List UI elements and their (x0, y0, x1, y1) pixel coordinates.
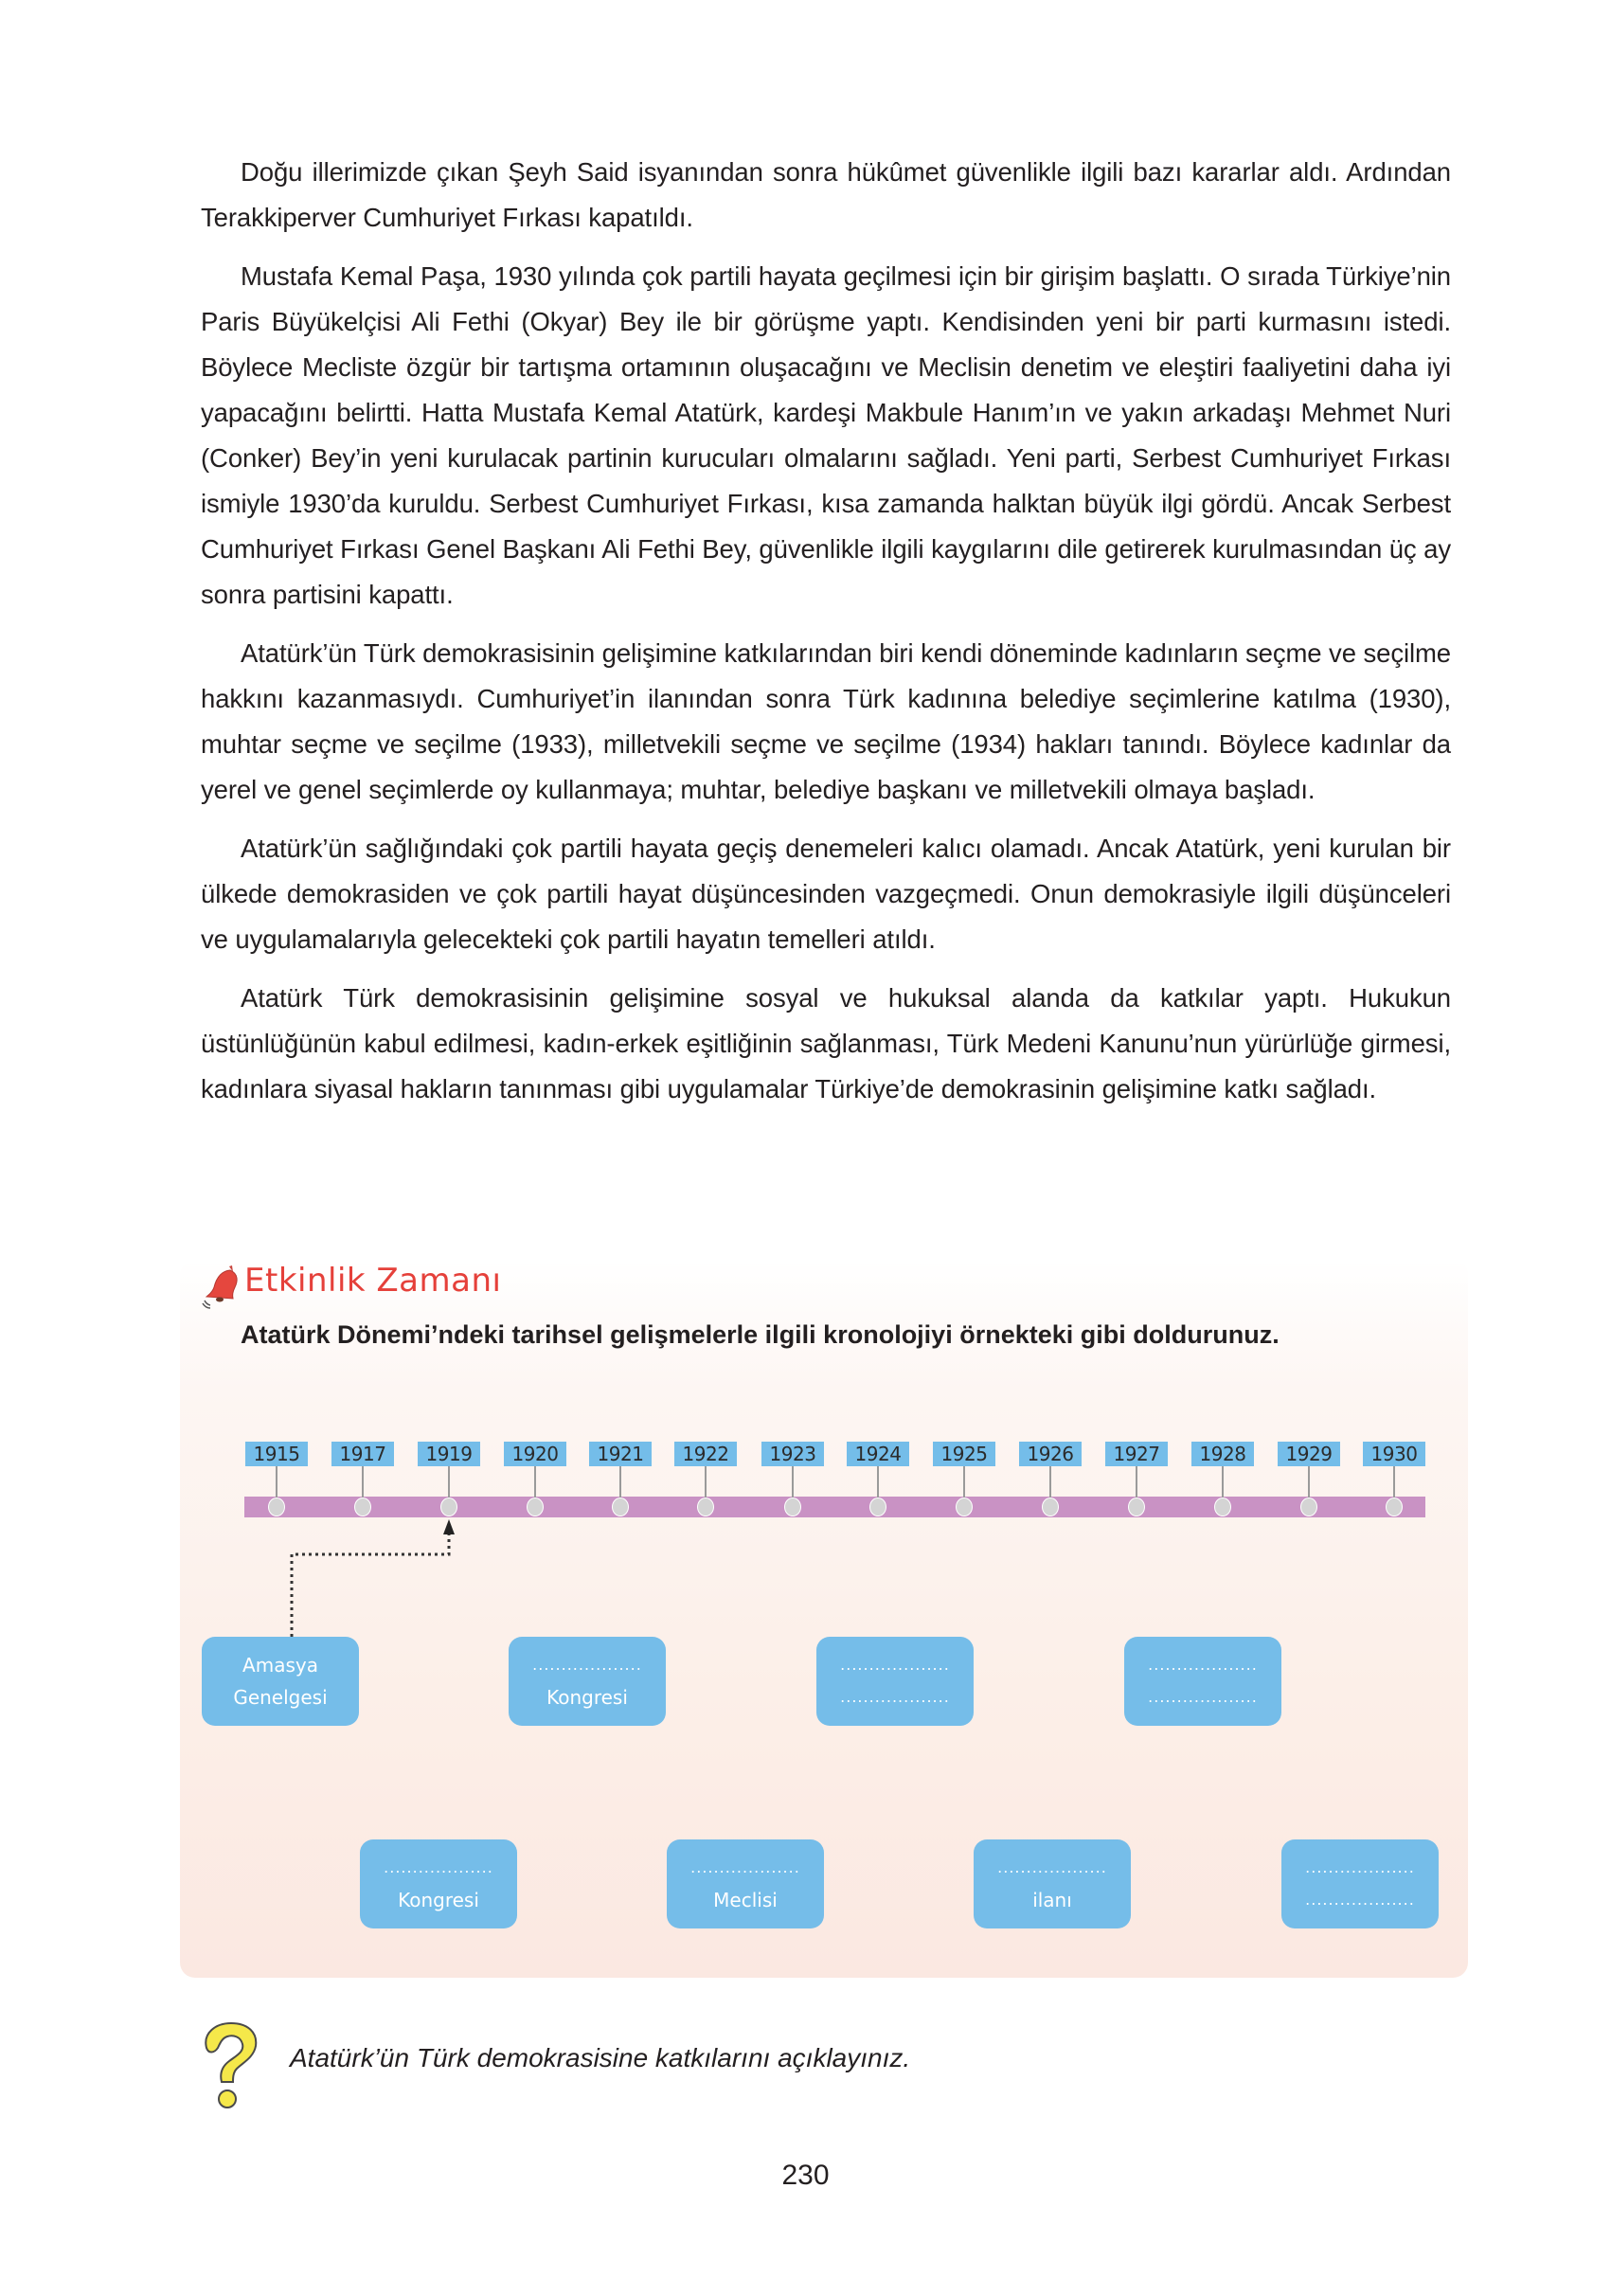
event-box[interactable] (974, 1839, 1131, 1928)
paragraph: Atatürk Türk demokrasisinin gelişimine sosyal ve hukuksal alanda da katkılar yaptı. Hukukun üstünlüğünün kabul edilmesi, kadın-erkek eşitliğinin sağlanması, Türk Medeni Kanunu’nun yürürlüğe girmesi, kadınlara siyasal hakların tanınması gibi uygulamalar Türkiye’de demokrasinin gelişimine katkı sağladı. (201, 983, 1451, 1103)
fill-in-blank[interactable]: ................... (997, 1858, 1107, 1876)
event-box-line: Meclisi (713, 1889, 778, 1911)
paragraph: Atatürk’ün Türk demokrasisinin gelişimine katkılarından biri kendi döneminde kadınların seçme ve seçilme hakkını kazanmasıydı. Cumhuriyet’in ilanından sonra Türk kadınına belediye seçimlerine katılma (1930), muhtar seçme ve seçilme (1933), milletvekili seçme ve seçilme (1934) hakları tanındı. Böylece kadınlar da yerel ve genel seçimlerde oy kullanmaya; muhtar, belediye başkanı ve milletvekili olmaya başladı. (201, 638, 1451, 804)
activity-instruction: Atatürk Dönemi’ndeki tarihsel gelişmelerle ilgili kronolojiyi örnekteki gibi doldurunuz. (241, 1320, 1280, 1349)
event-box[interactable] (202, 1637, 359, 1726)
fill-in-blank[interactable]: ................... (384, 1858, 493, 1876)
year-label: 1921 (589, 1442, 652, 1466)
year-label: 1924 (847, 1442, 909, 1466)
question-mark-icon (199, 2019, 261, 2114)
fill-in-blank[interactable]: ................... (1305, 1891, 1415, 1909)
year-label: 1919 (418, 1442, 480, 1466)
fill-in-blank[interactable]: ................... (1148, 1688, 1258, 1706)
year-label: 1915 (245, 1442, 308, 1466)
year-label: 1923 (761, 1442, 824, 1466)
year-label: 1926 (1019, 1442, 1082, 1466)
fill-in-blank[interactable]: ................... (690, 1858, 800, 1876)
fill-in-blank[interactable]: ................... (532, 1656, 642, 1674)
fill-in-blank[interactable]: ................... (840, 1688, 950, 1706)
year-label: 1922 (674, 1442, 737, 1466)
event-box-line: ilanı (1032, 1889, 1072, 1911)
event-box-line: Kongresi (398, 1889, 479, 1911)
question-text: Atatürk’ün Türk demokrasisine katkılarını açıklayınız. (290, 2043, 911, 2072)
paragraph: Atatürk’ün sağlığındaki çok partili hayata geçiş denemeleri kalıcı olamadı. Ancak Atatürk, yeni kurulan bir ülkede demokrasiden ve çok partili hayat düşüncesinden vazgeçmedi. Onun demokrasiyle ilgili düşünceleri ve uygulamalarıyla gelecekteki çok partili hayatın temelleri atıldı. (201, 834, 1451, 954)
event-box[interactable] (667, 1839, 824, 1928)
year-label: 1920 (504, 1442, 566, 1466)
year-label: 1929 (1278, 1442, 1340, 1466)
paragraph: Mustafa Kemal Paşa, 1930 yılında çok partili hayata geçilmesi için bir girişim başlattı. O sırada Türkiye’nin Paris Büyükelçisi Ali Fethi (Okyar) Bey ile bir görüşme yaptı. Kendisinden yeni bir parti kurmasını istedi. Böylece Mecliste özgür bir tartışma ortamının oluşacağını ve Meclisin denetim ve eleştiri faaliyetini daha iyi yapacağını belirtti. Hatta Mustafa Kemal Atatürk, kardeşi Makbule Hanım’ın ve yakın arkadaşı Mehmet Nuri (Conker) Bey’in yeni kurulacak partinin kurucuları olmalarını sağladı. Yeni parti, Serbest Cumhuriyet Fırkası ismiyle 1930’da kuruldu. Serbest Cumhuriyet Fırkası, kısa zamanda halktan büyük ilgi gördü. Ancak Serbest Cumhuriyet Fırkası Genel Başkanı Ali Fethi Bey, güvenlikle ilgili kaygılarını dile getirerek kurulmasından üç ay sonra partisini kapattı. (201, 261, 1451, 609)
event-box[interactable] (360, 1839, 517, 1928)
event-box[interactable] (816, 1637, 974, 1726)
fill-in-blank[interactable]: ................... (1148, 1656, 1258, 1674)
year-label: 1925 (933, 1442, 995, 1466)
page-number: 230 (781, 2160, 830, 2191)
year-label: 1928 (1191, 1442, 1254, 1466)
event-box[interactable] (1281, 1839, 1439, 1928)
year-label: 1930 (1363, 1442, 1425, 1466)
event-box-line: Amasya (242, 1654, 318, 1677)
year-label: 1917 (331, 1442, 394, 1466)
fill-in-blank[interactable]: ................... (840, 1656, 950, 1674)
event-box[interactable] (509, 1637, 666, 1726)
event-box-line: Kongresi (546, 1686, 628, 1709)
paragraph: Doğu illerimizde çıkan Şeyh Said isyanından sonra hükûmet güvenlikle ilgili bazı kararlar aldı. Ardından Terakkiperver Cumhuriyet Fırkası kapatıldı. (201, 157, 1451, 232)
event-box-line: Genelgesi (233, 1686, 328, 1709)
activity-title: Etkinlik Zamanı (244, 1262, 502, 1300)
year-label: 1927 (1105, 1442, 1168, 1466)
fill-in-blank[interactable]: ................... (1305, 1858, 1415, 1876)
event-box[interactable] (1124, 1637, 1281, 1726)
